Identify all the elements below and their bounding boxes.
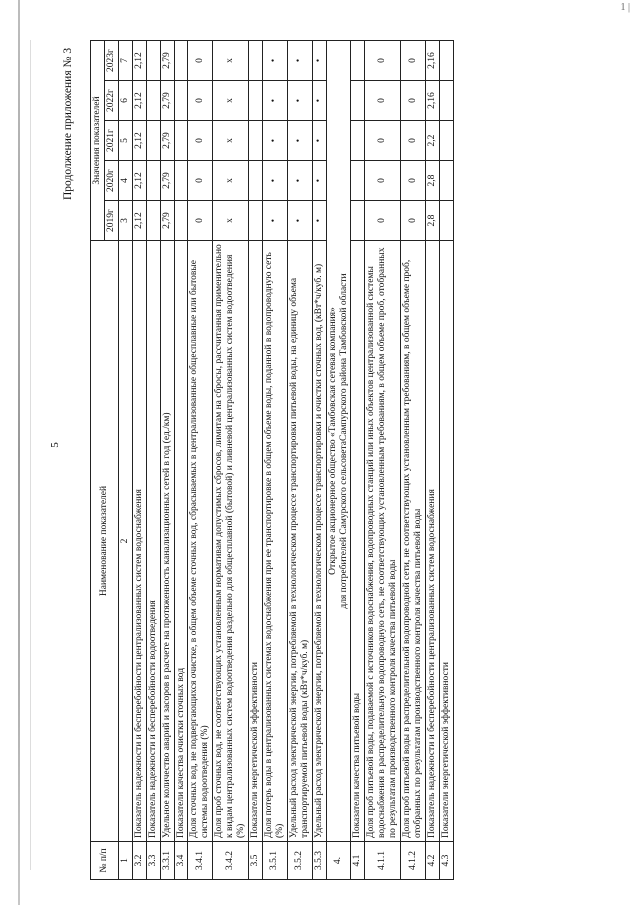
indicator-value — [174, 201, 188, 241]
row-number: 4.2 — [425, 842, 439, 880]
column-number: 5 — [118, 121, 132, 161]
row-number: 4.1.1 — [365, 842, 401, 880]
header-num: № п/п — [91, 842, 119, 880]
indicator-value: • — [262, 161, 287, 201]
table-body-org — [326, 41, 351, 880]
indicator-value: 2,12 — [132, 201, 146, 241]
indicator-name: Доля потерь воды в централизованных системах водоснабжения при ее транспортировке в общем объеме воды, поданной в водопроводную сеть (%) — [262, 241, 287, 842]
row-number: 3.4.2 — [213, 842, 249, 880]
header-year: 2023г — [104, 41, 118, 81]
scan-edge-artifact-2 — [30, 40, 31, 870]
indicator-value: 0 — [365, 161, 401, 201]
indicator-value — [146, 121, 160, 161]
corner-mark: 1 | — [620, 2, 630, 13]
indicator-value — [146, 41, 160, 81]
indicator-value: 2,79 — [160, 41, 174, 81]
indicator-name: Доля проб питьевой воды, подаваемой с источников водоснабжения, водопроводных станций или иных объектов централизованной системы водоснабжения в распределительную водопроводную сеть, не соответствующих установленным требованиям, в общем объеме проб, отобранных по результатам производственного контроля качества питьевой воды — [365, 241, 401, 842]
indicator-value: • — [312, 161, 326, 201]
appendix-label: Продолжение приложения № 3 — [62, 47, 74, 200]
indicators-table — [90, 40, 454, 880]
indicator-value — [146, 81, 160, 121]
indicator-value — [351, 121, 365, 161]
row-number: 3.5 — [249, 842, 263, 880]
indicator-value: • — [262, 201, 287, 241]
row-number: 3.3 — [146, 842, 160, 880]
indicator-value: 2,79 — [160, 81, 174, 121]
indicator-name: Показатель надежности и бесперебойности водоотведения — [146, 241, 160, 842]
table-row — [439, 41, 453, 880]
table-row — [262, 41, 287, 880]
row-number: 3.2 — [132, 842, 146, 880]
indicator-value: • — [287, 121, 312, 161]
table-row — [132, 41, 146, 880]
indicator-value — [439, 41, 453, 81]
indicator-value: 2,2 — [425, 121, 439, 161]
indicator-name: Показатель надежности и бесперебойности централизованных систем водоснабжения — [132, 241, 146, 842]
indicator-value: 0 — [188, 41, 213, 81]
org-line-1: Открытое акционерное общество «Тамбовская сетевая компания» — [327, 307, 338, 575]
indicator-value — [146, 161, 160, 201]
indicator-value: • — [312, 81, 326, 121]
column-number: 2 — [118, 241, 132, 842]
column-number: 7 — [118, 41, 132, 81]
org-row-title — [326, 41, 351, 842]
indicator-name: Показатель надежности и бесперебойности централизованных систем водоснабжения — [425, 241, 439, 842]
indicator-value — [146, 201, 160, 241]
indicator-value: 0 — [365, 201, 401, 241]
row-number: 3.4 — [174, 842, 188, 880]
indicator-value: 2,12 — [132, 121, 146, 161]
indicator-value — [351, 201, 365, 241]
header-year: 2020г — [104, 161, 118, 201]
indicator-name: Показатели качества очистки сточных вод — [174, 241, 188, 842]
org-row-num: 4. — [326, 842, 351, 880]
indicator-name: Доля проб сточных вод, не соответствующих установленным нормативам допустимых сбросов, лимитам на сбросы, рассчитанная применительно к видам централизованных систем водоотведения раздельно для общесплавной (бытовой) и ливневой централизованных систем водоотведения (%) — [213, 241, 249, 842]
indicator-value: x — [213, 201, 249, 241]
header-name: Наименование показателей — [91, 241, 119, 842]
indicator-value — [351, 81, 365, 121]
indicator-value: 2,8 — [425, 161, 439, 201]
header-year: 2022г — [104, 81, 118, 121]
indicator-value — [439, 201, 453, 241]
indicator-value: 0 — [401, 81, 426, 121]
indicator-name: Показатели энергетической эффективности — [439, 241, 453, 842]
indicator-value: 0 — [401, 201, 426, 241]
indicator-name: Удельное количество аварий и засоров в расчете на протяженность канализационных сетей в год (ед./км) — [160, 241, 174, 842]
indicator-value: • — [287, 81, 312, 121]
table-row — [146, 41, 160, 880]
indicator-value — [439, 121, 453, 161]
indicator-value: • — [287, 201, 312, 241]
row-number: 3.3.1 — [160, 842, 174, 880]
indicator-value: • — [262, 41, 287, 81]
indicator-value: 0 — [365, 41, 401, 81]
indicator-value: x — [213, 81, 249, 121]
page-number: 5 — [49, 442, 61, 448]
indicator-value: • — [262, 121, 287, 161]
table-row — [351, 41, 365, 880]
table-row — [160, 41, 174, 880]
indicator-value — [174, 41, 188, 81]
table-body-section-3 — [132, 41, 326, 880]
indicator-value — [249, 121, 263, 161]
indicator-value: 0 — [401, 41, 426, 81]
column-number: 4 — [118, 161, 132, 201]
scan-edge-artifact — [18, 0, 20, 905]
indicator-value — [249, 201, 263, 241]
indicator-value — [249, 41, 263, 81]
indicator-value: 2,16 — [425, 81, 439, 121]
indicator-value: 2,79 — [160, 161, 174, 201]
indicator-value: 2,79 — [160, 201, 174, 241]
indicator-name: Показатели энергетической эффективности — [249, 241, 263, 842]
indicator-value: 0 — [365, 81, 401, 121]
table-row — [174, 41, 188, 880]
row-number: 3.5.3 — [312, 842, 326, 880]
indicator-value — [351, 161, 365, 201]
row-number: 4.1.2 — [401, 842, 426, 880]
indicator-value: • — [262, 81, 287, 121]
indicator-value — [249, 81, 263, 121]
column-number: 3 — [118, 201, 132, 241]
header-year: 2021г — [104, 121, 118, 161]
indicator-value: • — [287, 161, 312, 201]
indicator-value: x — [213, 161, 249, 201]
indicator-name: Удельный расход электрической энергии, потребляемой в технологическом процессе транспортировки питьевой воды, на единицу объема транспортируемой питьевой воды (кВт*ч/куб. м) — [287, 241, 312, 842]
header-year: 2019г — [104, 201, 118, 241]
indicator-value: 2,79 — [160, 121, 174, 161]
indicator-value: 2,12 — [132, 81, 146, 121]
indicator-value: 0 — [401, 161, 426, 201]
indicator-value — [174, 121, 188, 161]
column-number: 1 — [118, 842, 132, 880]
indicator-value — [174, 81, 188, 121]
table-row — [312, 41, 326, 880]
row-number: 3.5.2 — [287, 842, 312, 880]
indicator-value: 0 — [401, 121, 426, 161]
indicator-value — [439, 81, 453, 121]
indicator-value: • — [312, 121, 326, 161]
indicator-value: 0 — [188, 201, 213, 241]
indicator-value: 0 — [188, 121, 213, 161]
table-row — [188, 41, 213, 880]
indicator-value: • — [312, 41, 326, 81]
row-number: 3.4.1 — [188, 842, 213, 880]
indicator-value: 2,12 — [132, 161, 146, 201]
table-body-section-4 — [351, 41, 453, 880]
indicator-value: 0 — [188, 161, 213, 201]
indicator-name: Доля проб питьевой воды в распределительной водопроводной сети, не соответствующих установленным требованиям, в общем объеме проб, отобранных по результатам производственного контроля качества питьевой воды — [401, 241, 426, 842]
indicator-name: Удельный расход электрической энергии, потребляемой в технологическом процессе транспортировки и очистки сточных вод, (кВт*ч/куб. м) — [312, 241, 326, 842]
row-number: 3.5.1 — [262, 842, 287, 880]
table-row — [401, 41, 426, 880]
indicator-name: Доля сточных вод, не подвергающихся очистке, в общем объеме сточных вод, сбрасываемых в централизованные общесплавные или бытовые системы водоотведения (%) — [188, 241, 213, 842]
table-row — [365, 41, 401, 880]
indicator-value: 2,16 — [425, 41, 439, 81]
table-row — [249, 41, 263, 880]
indicator-value: • — [312, 201, 326, 241]
table-row — [425, 41, 439, 880]
indicator-value — [249, 161, 263, 201]
row-number: 4.3 — [439, 842, 453, 880]
indicator-value — [351, 41, 365, 81]
indicator-value — [174, 161, 188, 201]
indicator-value: 0 — [365, 121, 401, 161]
row-number: 4.1 — [351, 842, 365, 880]
table-row — [213, 41, 249, 880]
rotated-table-container — [90, 40, 610, 880]
column-number: 6 — [118, 81, 132, 121]
indicator-value: 2,12 — [132, 41, 146, 81]
indicator-value: x — [213, 41, 249, 81]
indicator-value: 2,8 — [425, 201, 439, 241]
indicator-value — [439, 161, 453, 201]
indicator-value: • — [287, 41, 312, 81]
header-values-group: Значения показателей — [91, 41, 105, 241]
indicator-value: 0 — [188, 81, 213, 121]
org-line-2: для потребителей Самурского сельсоветаСампурского района Тамбовской области — [338, 273, 349, 609]
table-row — [287, 41, 312, 880]
indicator-name: Показатели качества питьевой воды — [351, 241, 365, 842]
indicator-value: x — [213, 121, 249, 161]
